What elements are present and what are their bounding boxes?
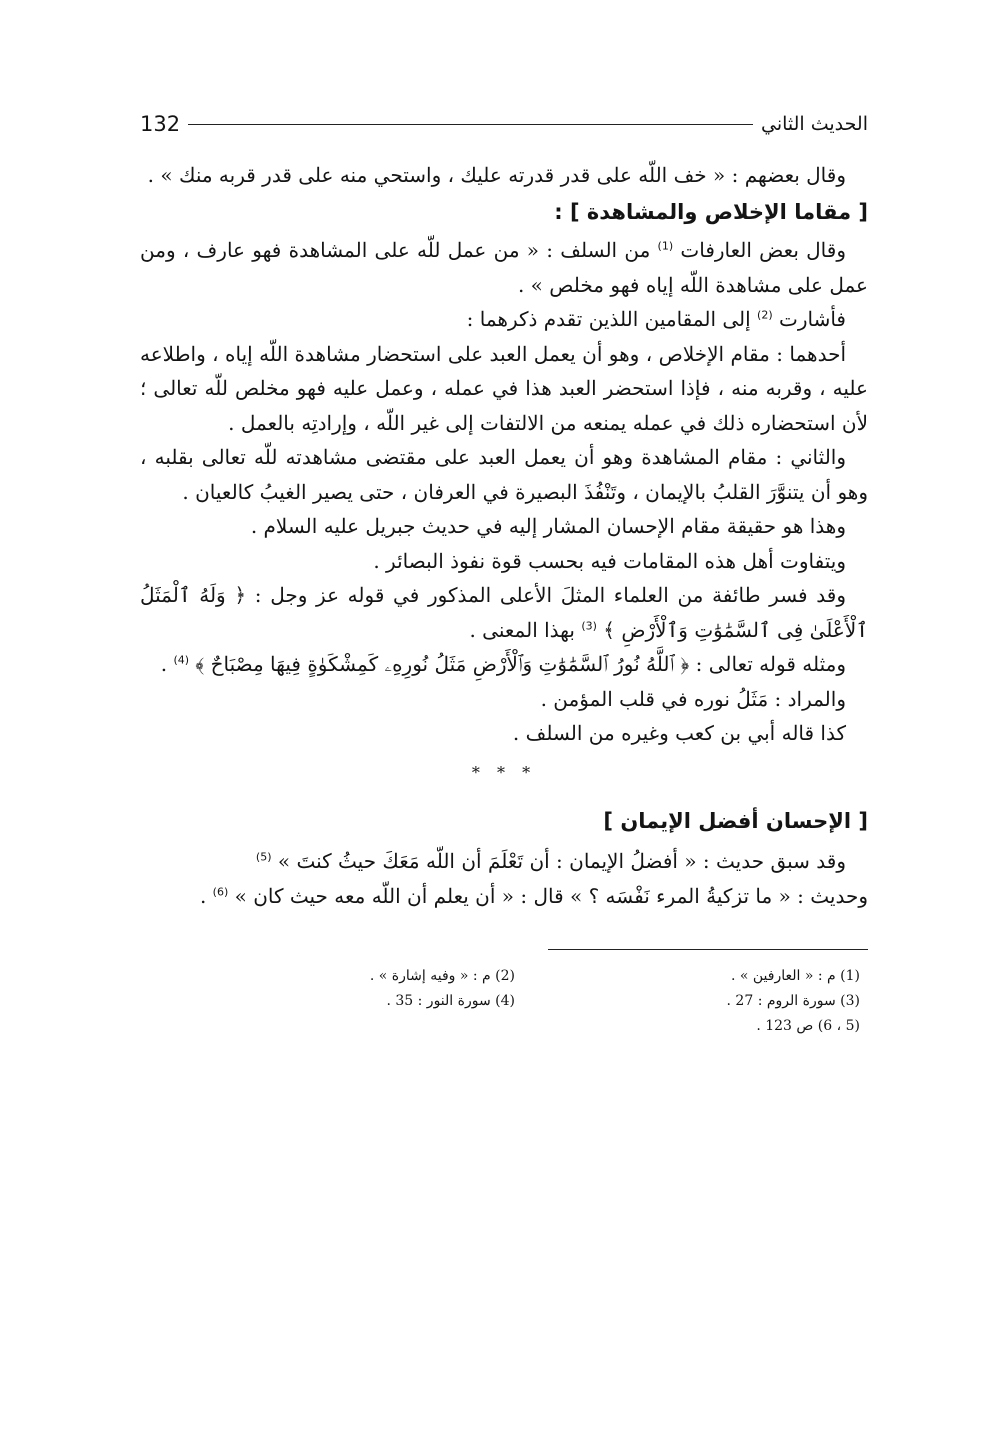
footnote-ref: (3) <box>581 618 597 632</box>
header-rule <box>188 124 753 125</box>
paragraph: وهذا هو حقيقة مقام الإحسان المشار إليه في حديث جبريل عليه السلام . <box>250 514 846 538</box>
footnote-ref: (5) <box>255 850 272 864</box>
footnote-5: (5 ، 6) ص 123 . <box>756 1018 860 1034</box>
footnotes <box>170 964 860 1039</box>
paragraph: ومثله قوله تعالى : ﴿ ٱللَّهُ نُورُ ٱلسَّمَٰوَٰتِ وَٱلْأَرْضِ مَثَلُ نُورِهِۦ كَمِشْكَوٰةٍ فِيهَا مِصْبَاحٌ ﴾ $^{(4)}$ . <box>160 652 846 676</box>
paragraph: وحديث : « ما تزكيةُ المرء نَفْسَه ؟ » قال : « أن يعلم أن اللّه معه حيث كان » $^{(6)}$ . <box>199 883 868 908</box>
section-heading: [ الإحسان أفضل الإيمان ] <box>603 808 868 833</box>
footnote-rule <box>548 949 868 950</box>
paragraph: أحدهما : مقام الإخلاص ، وهو أن يعمل العبد على استحضار مشاهدة اللّه إياه ، واطلاعه عليه ، وقربه منه ، فإذا استحضر العبد هذا في عمله ، وعمل عليه فهو مخلص للّه تعالى ؛ لأن استحضاره ذلك في عمله يمنعه من الالتفات إلى غير اللّه ، وإرادتِه بالعمل . <box>140 341 868 435</box>
paragraph: فأشارت $^{(2)}$ إلى المقامين اللذين تقدم ذكرهما : <box>466 307 846 331</box>
paragraph: وقال بعضهم : « خف اللّه على قدر قدرته عليك ، واستحي منه على قدر قربه منك » . <box>147 163 846 187</box>
section-heading: [ مقاما الإخلاص والمشاهدة ] : <box>554 199 868 224</box>
paragraph: ويتفاوت أهل هذه المقامات فيه بحسب قوة نفوذ البصائر . <box>373 548 846 573</box>
body-text <box>140 158 868 913</box>
footnote-ref: (1) <box>657 239 674 253</box>
footnote-ref: (4) <box>173 653 190 667</box>
running-header <box>140 104 868 144</box>
paragraph: والمراد : مَثَلُ نوره في قلب المؤمن . <box>540 686 846 711</box>
footnote-1: (1) م : « العارفين » . <box>730 968 860 984</box>
paragraph: وقد فسر طائفة من العلماء المثلَ الأعلى المذكور في قوله عز وجل : ﴿ وَلَهُ ٱلْمَثَلُ ٱلْأَعْلَىٰ فِى ٱلسَّمَٰوَٰتِ وَٱلْأَرْضِ ﴾ $^{(3)}$ بهذا المعنى . <box>140 583 868 642</box>
paragraph: وقال بعض العارفات $^{(1)}$ من السلف : « من عمل للّه على المشاهدة فهو عارف ، ومن عمل على مشاهدة اللّه إياه فهو مخلص » . <box>140 238 868 297</box>
footnote-2: (2) م : « وفيه إشارة » . <box>369 968 515 984</box>
footnote-ref: (6) <box>212 884 229 898</box>
footnote-ref: (2) <box>757 308 773 322</box>
paragraph: وقد سبق حديث : « أفضلُ الإيمان : أن تَعْلَمَ أن اللّه مَعَكَ حيثُ كنتَ » $^{(5)}$ <box>255 849 846 873</box>
section-separator: * * * <box>471 762 537 782</box>
footnote-4: (4) سورة النور : 35 . <box>386 993 515 1009</box>
page-number: 132 <box>140 112 181 136</box>
paragraph: والثاني : مقام المشاهدة وهو أن يعمل العبد على مقتضى مشاهدته للّه تعالى بقلبه ، وهو أن يتنوَّرَ القلبُ بالإيمان ، وتَنْفُذَ البصيرة في العرفان ، حتى يصير الغيبُ كالعيان . <box>140 445 868 504</box>
footnote-3: (3) سورة الروم : 27 . <box>726 993 860 1009</box>
section-title: الحديث الثاني <box>760 113 868 135</box>
book-page <box>140 104 868 1039</box>
paragraph: كذا قاله أبي بن كعب وغيره من السلف . <box>512 721 846 745</box>
